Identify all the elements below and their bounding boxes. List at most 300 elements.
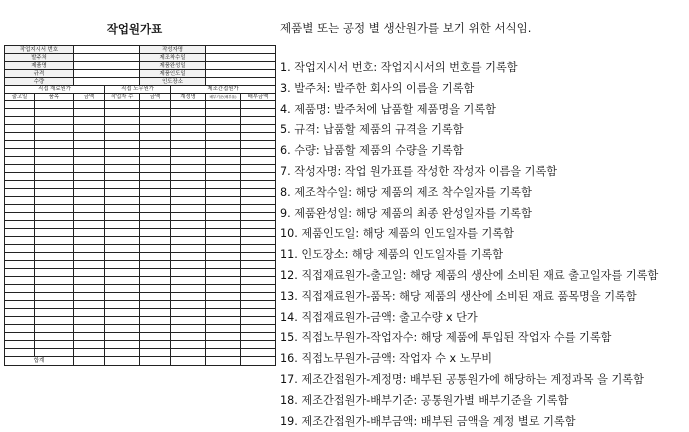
data-cell[interactable] [5,149,35,157]
data-cell[interactable] [5,301,35,309]
data-cell[interactable] [105,285,140,293]
data-cell[interactable] [140,125,171,133]
data-cell[interactable] [105,293,140,301]
data-cell[interactable] [241,197,276,205]
data-cell[interactable] [171,285,206,293]
data-cell[interactable] [140,229,171,237]
data-cell[interactable] [5,221,35,229]
data-cell[interactable] [140,173,171,181]
data-cell[interactable] [74,349,105,357]
data-cell[interactable] [140,213,171,221]
data-cell[interactable] [140,301,171,309]
data-cell[interactable] [140,333,171,341]
form-title: 작업원가표 [106,22,163,36]
data-cell[interactable] [241,317,276,325]
data-cell[interactable] [105,325,140,333]
data-cell[interactable] [74,205,105,213]
data-cell[interactable] [171,317,206,325]
data-cell[interactable] [105,165,140,173]
data-cell[interactable] [35,173,74,181]
data-cell[interactable] [35,149,74,157]
data-cell[interactable] [171,325,206,333]
data-cell[interactable] [5,277,35,285]
data-cell[interactable] [206,245,241,253]
data-cell[interactable] [5,237,35,245]
data-cell[interactable] [140,325,171,333]
data-cell[interactable] [35,309,74,317]
data-cell[interactable] [74,285,105,293]
header-value-cell[interactable] [74,46,140,54]
data-cell[interactable] [74,253,105,261]
data-cell[interactable] [74,317,105,325]
data-cell[interactable] [241,301,276,309]
field-description-item: 1. 작업지시서 번호: 작업지시서의 번호를 기록함 [280,61,518,74]
field-description-item: 4. 제품명: 발주처에 납품할 제품명을 기록함 [280,102,496,116]
data-cell[interactable] [171,333,206,341]
data-cell[interactable] [74,197,105,205]
data-cell[interactable] [5,125,35,133]
data-cell[interactable] [105,181,140,189]
data-cell[interactable] [241,133,276,141]
data-cell[interactable] [206,309,241,317]
data-cell[interactable] [5,253,35,261]
data-cell[interactable] [241,325,276,333]
total-row [5,357,276,366]
data-cell[interactable] [206,141,241,149]
data-row [5,269,276,277]
data-cell[interactable] [206,317,241,325]
data-cell[interactable] [171,293,206,301]
data-cell[interactable] [241,277,276,285]
data-cell[interactable] [35,117,74,125]
data-cell[interactable] [171,261,206,269]
data-cell[interactable] [105,229,140,237]
data-cell[interactable] [206,261,241,269]
total-cell[interactable] [105,357,140,366]
data-cell[interactable] [241,101,276,109]
data-cell[interactable] [140,141,171,149]
data-cell[interactable] [105,269,140,277]
data-cell[interactable] [206,301,241,309]
data-cell[interactable] [171,133,206,141]
data-cell[interactable] [105,301,140,309]
data-cell[interactable] [241,117,276,125]
data-cell[interactable] [5,349,35,357]
data-cell[interactable] [241,269,276,277]
data-cell[interactable] [241,221,276,229]
data-cell[interactable] [140,133,171,141]
data-cell[interactable] [105,245,140,253]
data-cell[interactable] [140,317,171,325]
data-cell[interactable] [206,333,241,341]
data-cell[interactable] [140,165,171,173]
data-cell[interactable] [5,269,35,277]
data-cell[interactable] [171,181,206,189]
data-row [5,125,276,133]
data-cell[interactable] [206,101,241,109]
data-cell[interactable] [74,181,105,189]
data-cell[interactable] [206,133,241,141]
data-cell[interactable] [171,109,206,117]
data-cell[interactable] [206,109,241,117]
header-label: 작성자명 [140,46,206,54]
data-cell[interactable] [241,237,276,245]
data-cell[interactable] [241,261,276,269]
data-cell[interactable] [35,221,74,229]
data-cell[interactable] [241,173,276,181]
data-cell[interactable] [241,293,276,301]
data-cell[interactable] [5,101,35,109]
data-cell[interactable] [171,277,206,285]
data-cell[interactable] [171,229,206,237]
data-cell[interactable] [171,141,206,149]
data-cell[interactable] [5,317,35,325]
data-cell[interactable] [241,141,276,149]
data-row [5,197,276,205]
data-cell[interactable] [5,157,35,165]
data-cell[interactable] [5,205,35,213]
data-cell[interactable] [5,333,35,341]
data-cell[interactable] [140,309,171,317]
header-value-cell[interactable] [74,78,140,86]
data-cell[interactable] [105,125,140,133]
data-cell[interactable] [241,157,276,165]
data-cell[interactable] [35,109,74,117]
data-cell[interactable] [171,101,206,109]
data-cell[interactable] [171,189,206,197]
data-cell[interactable] [140,261,171,269]
data-cell[interactable] [241,245,276,253]
data-cell[interactable] [35,277,74,285]
data-cell[interactable] [5,141,35,149]
data-cell[interactable] [206,125,241,133]
data-cell[interactable] [35,157,74,165]
data-cell[interactable] [140,157,171,165]
data-cell[interactable] [74,141,105,149]
data-cell[interactable] [35,269,74,277]
header-value-cell[interactable] [206,78,276,86]
data-cell[interactable] [206,221,241,229]
data-cell[interactable] [35,245,74,253]
data-cell[interactable] [105,213,140,221]
data-cell[interactable] [5,197,35,205]
field-description-item: 10. 제품인도일: 해당 제품의 인도일자를 기록함 [280,227,514,241]
data-cell[interactable] [74,125,105,133]
data-cell[interactable] [5,293,35,301]
data-cell[interactable] [74,149,105,157]
data-cell[interactable] [206,253,241,261]
header-label: 작업지시서 번호 [5,46,74,54]
data-cell[interactable] [206,189,241,197]
data-cell[interactable] [206,117,241,125]
data-cell[interactable] [241,349,276,357]
data-cell[interactable] [241,333,276,341]
data-row [5,277,276,285]
data-cell[interactable] [35,101,74,109]
data-cell[interactable] [241,253,276,261]
data-cell[interactable] [35,125,74,133]
data-cell[interactable] [171,197,206,205]
data-cell[interactable] [5,229,35,237]
data-cell[interactable] [5,325,35,333]
data-cell[interactable] [105,141,140,149]
total-cell[interactable] [206,357,241,366]
data-cell[interactable] [74,237,105,245]
data-cell[interactable] [35,333,74,341]
field-description-item: 12. 직접재료원가-출고일: 해당 제품의 생산에 소비된 재료 출고일자를 기록함 [280,268,659,282]
data-cell[interactable] [35,285,74,293]
field-description-list [280,58,658,432]
data-cell[interactable] [5,189,35,197]
data-cell[interactable] [74,117,105,125]
data-row [5,309,276,317]
header-value-cell[interactable] [74,70,140,78]
data-cell[interactable] [105,317,140,325]
data-cell[interactable] [35,317,74,325]
data-cell[interactable] [206,197,241,205]
data-cell[interactable] [171,341,206,349]
header-value-cell[interactable] [206,46,276,54]
data-cell[interactable] [206,173,241,181]
data-cell[interactable] [35,141,74,149]
data-cell[interactable] [5,181,35,189]
data-cell[interactable] [105,221,140,229]
data-cell[interactable] [74,229,105,237]
data-cell[interactable] [171,237,206,245]
field-description-item: 16. 직접노무원가-금액: 작업자 수 x 노무비 [280,352,493,366]
data-cell[interactable] [206,229,241,237]
data-cell[interactable] [35,325,74,333]
header-value-cell[interactable] [74,62,140,70]
data-cell[interactable] [5,285,35,293]
data-cell[interactable] [35,341,74,349]
data-cell[interactable] [140,293,171,301]
data-cell[interactable] [74,109,105,117]
data-cell[interactable] [105,149,140,157]
data-cell[interactable] [105,253,140,261]
data-cell[interactable] [5,109,35,117]
data-row [5,101,276,109]
data-cell[interactable] [5,261,35,269]
data-cell[interactable] [206,269,241,277]
data-cell[interactable] [74,189,105,197]
data-cell[interactable] [241,165,276,173]
total-cell[interactable] [241,357,276,366]
data-cell[interactable] [105,173,140,181]
data-cell[interactable] [171,173,206,181]
data-cell[interactable] [171,221,206,229]
data-cell[interactable] [140,205,171,213]
data-row [5,325,276,333]
data-cell[interactable] [5,165,35,173]
data-cell[interactable] [241,189,276,197]
total-cell[interactable] [74,357,105,366]
data-cell[interactable] [171,269,206,277]
data-cell[interactable] [241,341,276,349]
data-cell[interactable] [5,133,35,141]
data-cell[interactable] [5,245,35,253]
data-cell[interactable] [140,349,171,357]
data-cell[interactable] [35,189,74,197]
data-cell[interactable] [74,277,105,285]
data-cell[interactable] [140,117,171,125]
data-cell[interactable] [105,157,140,165]
data-cell[interactable] [35,229,74,237]
header-info-row [5,54,276,62]
data-cell[interactable] [35,165,74,173]
field-description-item: 13. 직접재료원가-품목: 해당 제품의 생산에 소비된 재료 품목명을 기록함 [280,289,637,303]
data-cell[interactable] [5,309,35,317]
data-cell[interactable] [74,173,105,181]
data-cell[interactable] [140,269,171,277]
column-header: 배부금액 [241,93,276,101]
data-cell[interactable] [5,213,35,221]
data-cell[interactable] [140,181,171,189]
data-cell[interactable] [35,293,74,301]
data-cell[interactable] [140,101,171,109]
data-cell[interactable] [105,189,140,197]
total-cell[interactable] [171,357,206,366]
data-cell[interactable] [206,293,241,301]
data-cell[interactable] [140,277,171,285]
data-cell[interactable] [140,109,171,117]
data-cell[interactable] [35,237,74,245]
data-row [5,221,276,229]
data-cell[interactable] [140,149,171,157]
data-cell[interactable] [171,117,206,125]
data-cell[interactable] [35,261,74,269]
data-cell[interactable] [171,125,206,133]
data-cell[interactable] [206,285,241,293]
data-cell[interactable] [206,349,241,357]
data-cell[interactable] [74,165,105,173]
data-cell[interactable] [74,301,105,309]
total-cell[interactable] [140,357,171,366]
data-cell[interactable] [140,189,171,197]
data-cell[interactable] [140,341,171,349]
data-cell[interactable] [5,341,35,349]
data-cell[interactable] [105,205,140,213]
data-cell[interactable] [140,197,171,205]
header-value-cell[interactable] [206,70,276,78]
data-cell[interactable] [35,213,74,221]
data-cell[interactable] [105,277,140,285]
data-cell[interactable] [241,285,276,293]
header-value-cell[interactable] [206,62,276,70]
data-cell[interactable] [241,229,276,237]
header-value-cell[interactable] [206,54,276,62]
data-cell[interactable] [206,205,241,213]
data-cell[interactable] [206,341,241,349]
data-cell[interactable] [206,157,241,165]
data-cell[interactable] [74,101,105,109]
data-cell[interactable] [35,205,74,213]
data-cell[interactable] [105,109,140,117]
data-cell[interactable] [5,173,35,181]
data-cell[interactable] [241,213,276,221]
data-cell[interactable] [74,221,105,229]
data-cell[interactable] [140,245,171,253]
data-cell[interactable] [105,117,140,125]
data-cell[interactable] [171,205,206,213]
data-cell[interactable] [171,149,206,157]
data-cell[interactable] [206,181,241,189]
data-cell[interactable] [5,117,35,125]
data-cell[interactable] [171,253,206,261]
data-cell[interactable] [74,333,105,341]
data-row [5,141,276,149]
data-cell[interactable] [74,293,105,301]
data-cell[interactable] [35,301,74,309]
data-cell[interactable] [140,237,171,245]
data-cell[interactable] [74,309,105,317]
data-cell[interactable] [241,125,276,133]
data-cell[interactable] [35,349,74,357]
data-cell[interactable] [206,213,241,221]
data-cell[interactable] [206,325,241,333]
data-cell[interactable] [241,309,276,317]
data-cell[interactable] [241,109,276,117]
data-cell[interactable] [105,261,140,269]
data-row [5,261,276,269]
data-row [5,133,276,141]
data-cell[interactable] [74,341,105,349]
header-info-row [5,78,276,86]
data-cell[interactable] [206,149,241,157]
data-cell[interactable] [74,261,105,269]
field-description-item: 11. 인도장소: 해당 제품의 인도일자를 기록함 [280,248,504,262]
data-cell[interactable] [171,349,206,357]
data-cell[interactable] [74,269,105,277]
data-cell[interactable] [241,205,276,213]
data-cell[interactable] [105,349,140,357]
field-description-item: 8. 제조착수일: 해당 제품의 제조 착수일자를 기록함 [280,185,532,199]
data-cell[interactable] [171,245,206,253]
data-cell[interactable] [171,213,206,221]
data-cell[interactable] [140,221,171,229]
data-cell[interactable] [105,341,140,349]
data-cell[interactable] [140,253,171,261]
data-cell[interactable] [105,133,140,141]
data-cell[interactable] [35,253,74,261]
data-cell[interactable] [35,181,74,189]
data-cell[interactable] [140,285,171,293]
data-cell[interactable] [206,165,241,173]
data-cell[interactable] [105,197,140,205]
data-cell[interactable] [105,237,140,245]
data-cell[interactable] [171,165,206,173]
header-value-cell[interactable] [74,54,140,62]
data-cell[interactable] [105,309,140,317]
data-cell[interactable] [74,133,105,141]
data-cell[interactable] [171,301,206,309]
data-cell[interactable] [241,181,276,189]
data-cell[interactable] [74,157,105,165]
data-cell[interactable] [105,101,140,109]
data-cell[interactable] [241,149,276,157]
data-cell[interactable] [35,133,74,141]
data-cell[interactable] [206,277,241,285]
data-cell[interactable] [74,325,105,333]
data-cell[interactable] [35,197,74,205]
data-cell[interactable] [105,333,140,341]
data-cell[interactable] [206,237,241,245]
data-cell[interactable] [74,245,105,253]
data-cell[interactable] [171,309,206,317]
data-cell[interactable] [74,213,105,221]
data-row [5,317,276,325]
data-cell[interactable] [171,157,206,165]
